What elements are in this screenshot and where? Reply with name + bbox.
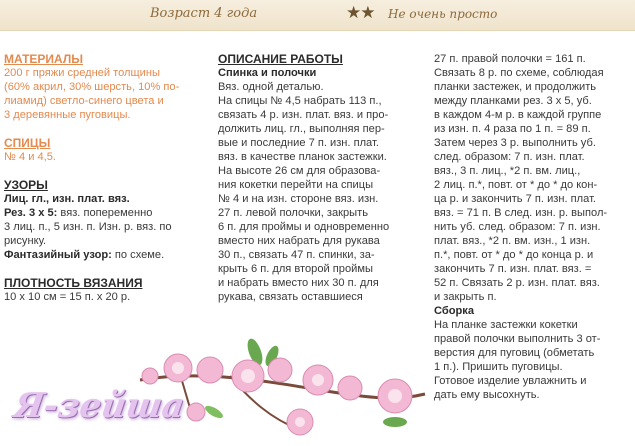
back-fronts-subheading: Спинка и полочки: [218, 67, 317, 79]
pattern-stockinette: Лиц. гл., изн. плат. вяз.: [4, 193, 130, 205]
description-line: и набрать вместо них 30 п. для: [218, 277, 379, 289]
page-header: [0, 0, 635, 31]
description-line: должить лиц. гл., выполняя пер-: [218, 123, 385, 135]
continuation-line: вяз. = 71 п. В след. изн. р. выпол-: [434, 207, 608, 219]
continuation-line: и закрыть п.: [434, 291, 497, 303]
rib-label: Рез. 3 х 5:: [4, 207, 58, 219]
continuation-line: п.*, повт. от * до * до конца р. и: [434, 249, 594, 261]
continuation-line: планки застежек, и продолжить: [434, 81, 597, 93]
materials-line: (60% акрил, 30% шерсть, 10% по-: [4, 81, 180, 93]
description-line: крыть 6 п. для второй проймы: [218, 263, 373, 275]
description-line: связать 4 р. изн. плат. вяз. и про-: [218, 109, 389, 121]
pattern-rib: [4, 206, 209, 220]
description-column: [218, 52, 423, 304]
description-line: вые и последние 7 п. изн. плат.: [218, 137, 379, 149]
continuation-line: в каждом 4-м р. в каждой группе: [434, 109, 602, 121]
continuation-line: из изн. п. 4 раза по 1 п. = 89 п.: [434, 123, 591, 135]
continuation-line: плат. вяз., *2 п. вм. изн., 1 изн.: [434, 235, 591, 247]
assembly-line: правой полочки выполнить 3 от-: [434, 333, 601, 345]
assembly-line: верстия для пуговиц (обметать: [434, 347, 595, 359]
assembly-line: На планке застежки кокетки: [434, 319, 578, 331]
fancy-text: по схеме.: [111, 249, 165, 261]
continuation-line: между планками рез. 3 х 5, уб.: [434, 95, 592, 107]
description-line: рукава, связать оставшиеся: [218, 291, 363, 303]
continuation-line: вяз., 3 п. лиц., *2 п. вм. лиц.,: [434, 165, 581, 177]
age-label: Возраст 4 года: [150, 6, 258, 21]
description-line: На спицы № 4,5 набрать 113 п.,: [218, 95, 382, 107]
assembly-line: Готовое изделие увлажнить и: [434, 375, 587, 387]
materials-column: [4, 52, 209, 304]
assembly-heading: Сборка: [434, 305, 474, 317]
description-line: вяз. в качестве планок застежки.: [218, 151, 387, 163]
description-line: ния кокетки перейти на спицы: [218, 179, 374, 191]
continuation-line: ца р. и закончить 7 п. изн. плат.: [434, 193, 597, 205]
assembly-line: 1 п.). Пришить пуговицы.: [434, 361, 563, 373]
description-line: вместо них набрать для рукава: [218, 235, 380, 247]
materials-heading: МАТЕРИАЛЫ: [4, 52, 84, 66]
assembly-line: дать ему высохнуть.: [434, 389, 540, 401]
density-text: 10 х 10 см = 15 п. х 20 р.: [4, 291, 131, 303]
description-line: 27 п. левой полочки, закрыть: [218, 207, 369, 219]
continuation-line: 27 п. правой полочки = 161 п.: [434, 53, 586, 65]
materials-line: 200 г пряжи средней толщины: [4, 67, 160, 79]
continuation-line: 52 п. Связать 2 р. изн. плат. вяз.: [434, 277, 600, 289]
materials-line: 3 деревянные пуговицы.: [4, 109, 131, 121]
rib-text: 3 лиц. п., 5 изн. п. Изн. р. вяз. по: [4, 221, 172, 233]
difficulty-label: Не очень просто: [388, 7, 498, 21]
materials-line: лиамид) светло-синего цвета и: [4, 95, 164, 107]
pattern-fancy: [4, 248, 209, 262]
description-line: Вяз. одной деталью.: [218, 81, 324, 93]
difficulty-stars-icon: ★★: [346, 3, 375, 22]
continuation-column: [434, 52, 634, 402]
description-line: 30 п., связать 47 п. спинки, за-: [218, 249, 375, 261]
signature-watermark: Я-зейша: [11, 386, 187, 426]
needles-text: № 4 и 4,5.: [4, 151, 57, 163]
continuation-line: 2 лиц. п.*, повт. от * до * до кон-: [434, 179, 598, 191]
continuation-line: след. образом: 7 п. изн. плат.: [434, 151, 585, 163]
fancy-label: Фантазийный узор:: [4, 249, 112, 261]
description-heading: ОПИСАНИЕ РАБОТЫ: [218, 52, 343, 66]
continuation-line: Связать 8 р. по схеме, соблюдая: [434, 67, 604, 79]
density-heading: ПЛОТНОСТЬ ВЯЗАНИЯ: [4, 276, 143, 290]
description-line: На высоте 26 см для образова-: [218, 165, 381, 177]
needles-heading: СПИЦЫ: [4, 136, 51, 150]
description-line: № 4 и на изн. стороне вяз. изн.: [218, 193, 379, 205]
patterns-heading: УЗОРЫ: [4, 178, 48, 192]
description-line: 6 п. для проймы и одновременно: [218, 221, 390, 233]
continuation-line: нить уб. след. образом: 7 п. изн.: [434, 221, 601, 233]
continuation-line: закончить 7 п. изн. плат. вяз. =: [434, 263, 592, 275]
rib-text: вяз. попеременно: [57, 207, 153, 219]
rib-text: рисунку.: [4, 235, 47, 247]
continuation-line: Затем через 3 р. выполнить уб.: [434, 137, 596, 149]
